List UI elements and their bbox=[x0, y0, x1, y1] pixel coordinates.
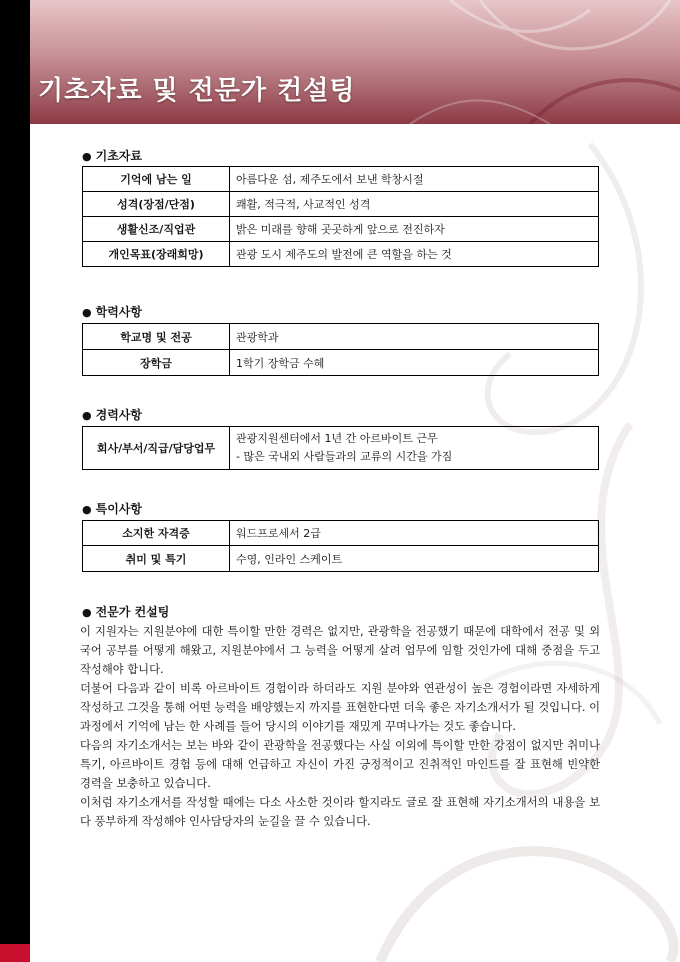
education-table bbox=[82, 323, 599, 376]
bullet-icon: ● bbox=[82, 503, 92, 516]
section-title-education: ● 학력사항 bbox=[82, 305, 142, 319]
table-row: 생활신조/직업관 밝은 미래를 향해 곳곳하게 앞으로 전진하자 bbox=[83, 217, 599, 242]
table-row: 회사/부서/직급/담당업무 관광지원센터에서 1년 간 아르바이트 근무 - 많은 국내외 사람들과의 교류의 시간을 가짐 bbox=[83, 427, 599, 470]
special-table bbox=[82, 520, 599, 572]
table-row: 취미 및 특기 수영, 인라인 스케이트 bbox=[83, 546, 599, 572]
basic-info-table bbox=[82, 166, 599, 267]
bullet-icon: ● bbox=[82, 606, 92, 619]
table-row: 소지한 자격증 워드프로세서 2급 bbox=[83, 521, 599, 546]
page-header bbox=[30, 0, 680, 124]
bullet-icon: ● bbox=[82, 150, 92, 163]
table-row: 학교명 및 전공 관광학과 bbox=[83, 324, 599, 350]
section-title-special: ● 특이사항 bbox=[82, 502, 142, 516]
consulting-paragraph: 더불어 다음과 같이 비록 아르바이트 경험이라 하더라도 지원 분야와 연관성이 높은 경험이라면 자세하게 작성하고 그것을 통해 어떤 능력을 배양했는지 까지를 표현한다면 더욱 좋은 자기소개서가 될 것입니다. 이 과정에서 기억에 남는 한 사례를 들어 당시의 이야기를 재밌게 꾸며나가는 것도 좋습니다. bbox=[80, 682, 600, 733]
bullet-icon: ● bbox=[82, 306, 92, 319]
career-table bbox=[82, 426, 599, 470]
left-red-accent bbox=[0, 944, 30, 962]
consulting-paragraph: 이 지원자는 지원분야에 대한 특이할 만한 경력은 없지만, 관광학을 전공했기 때문에 대학에서 전공 및 외국어 공부를 어떻게 해왔고, 지원분야에서 그 능력을 어떻게 살려 업무에 임할 것인가에 대해 중점을 두고 작성해야 합니다. bbox=[80, 625, 600, 676]
section-title-career: ● 경력사항 bbox=[82, 408, 142, 422]
section-title-consulting: ● 전문가 컨설팅 bbox=[82, 605, 170, 619]
consulting-paragraph: 이처럼 자기소개서를 작성할 때에는 다소 사소한 것이라 할지라도 글로 잘 표현해 자기소개서의 내용을 보다 풍부하게 작성해야 인사담당자의 눈길을 끌 수 있습니다. bbox=[80, 796, 600, 828]
table-row: 성격(장점/단점) 쾌활, 적극적, 사교적인 성격 bbox=[83, 192, 599, 217]
table-row: 기억에 남는 일 아름다운 섬, 제주도에서 보낸 학창시절 bbox=[83, 167, 599, 192]
left-black-bar bbox=[0, 0, 30, 962]
table-row: 개인목표(장래희망) 관광 도시 제주도의 발전에 큰 역할을 하는 것 bbox=[83, 242, 599, 267]
section-title-basic: ● 기초자료 bbox=[82, 149, 142, 163]
consulting-body bbox=[80, 622, 600, 831]
bullet-icon: ● bbox=[82, 409, 92, 422]
table-row: 장학금 1학기 장학금 수혜 bbox=[83, 350, 599, 376]
consulting-paragraph: 다음의 자기소개서는 보는 바와 같이 관광학을 전공했다는 사실 이외에 특이할 만한 강점이 없지만 취미나 특기, 아르바이트 경험 등에 대해 언급하고 자신이 가진 긍정적이고 진취적인 마인드를 잘 표현해 빈약한 경력을 보충하고 있습니다. bbox=[80, 739, 600, 790]
page-title: 기초자료 및 전문가 컨설팅 bbox=[38, 76, 356, 106]
